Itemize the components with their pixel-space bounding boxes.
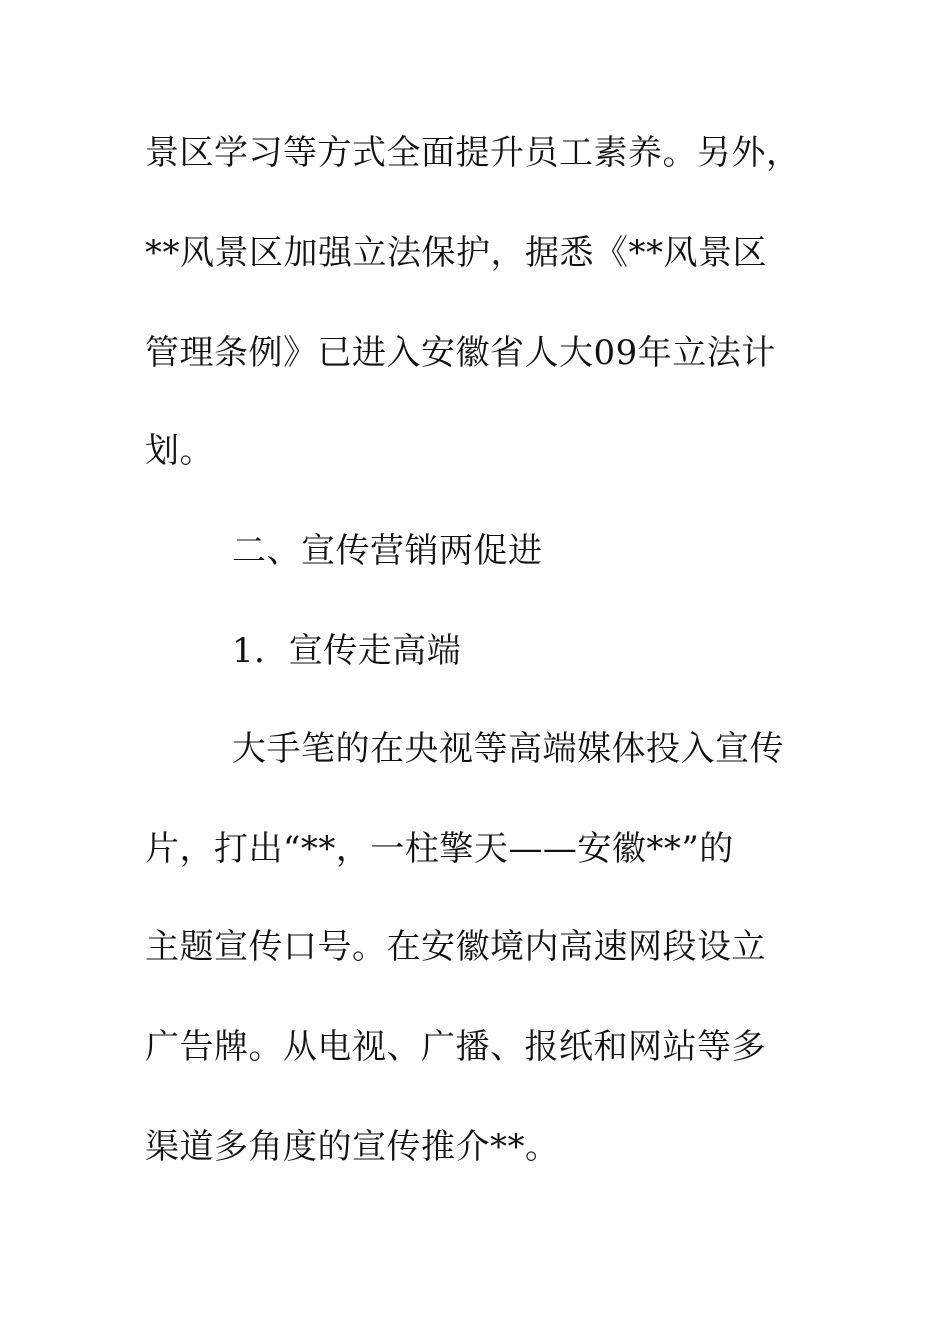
text-line: 景区学习等方式全面提升员工素养。另外，	[145, 133, 801, 173]
subsection-heading: 1．宣传走高端	[232, 631, 462, 671]
text-line: 渠道多角度的宣传推介**。	[145, 1127, 560, 1167]
text-line: **风景区加强立法保护，据悉《**风景区	[145, 233, 767, 273]
text-line: 广告牌。从电视、广播、报纸和网站等多	[145, 1027, 766, 1067]
text-line: 主题宣传口号。在安徽境内高速网段设立	[145, 927, 766, 967]
section-heading: 二、宣传营销两促进	[232, 531, 543, 571]
text-line: 片，打出“**，一柱擎天——安徽**”的	[145, 829, 734, 869]
text-line: 大手笔的在央视等高端媒体投入宣传	[232, 729, 784, 769]
text-line: 划。	[145, 431, 214, 471]
text-line: 管理条例》已进入安徽省人大09年立法计	[145, 333, 776, 373]
